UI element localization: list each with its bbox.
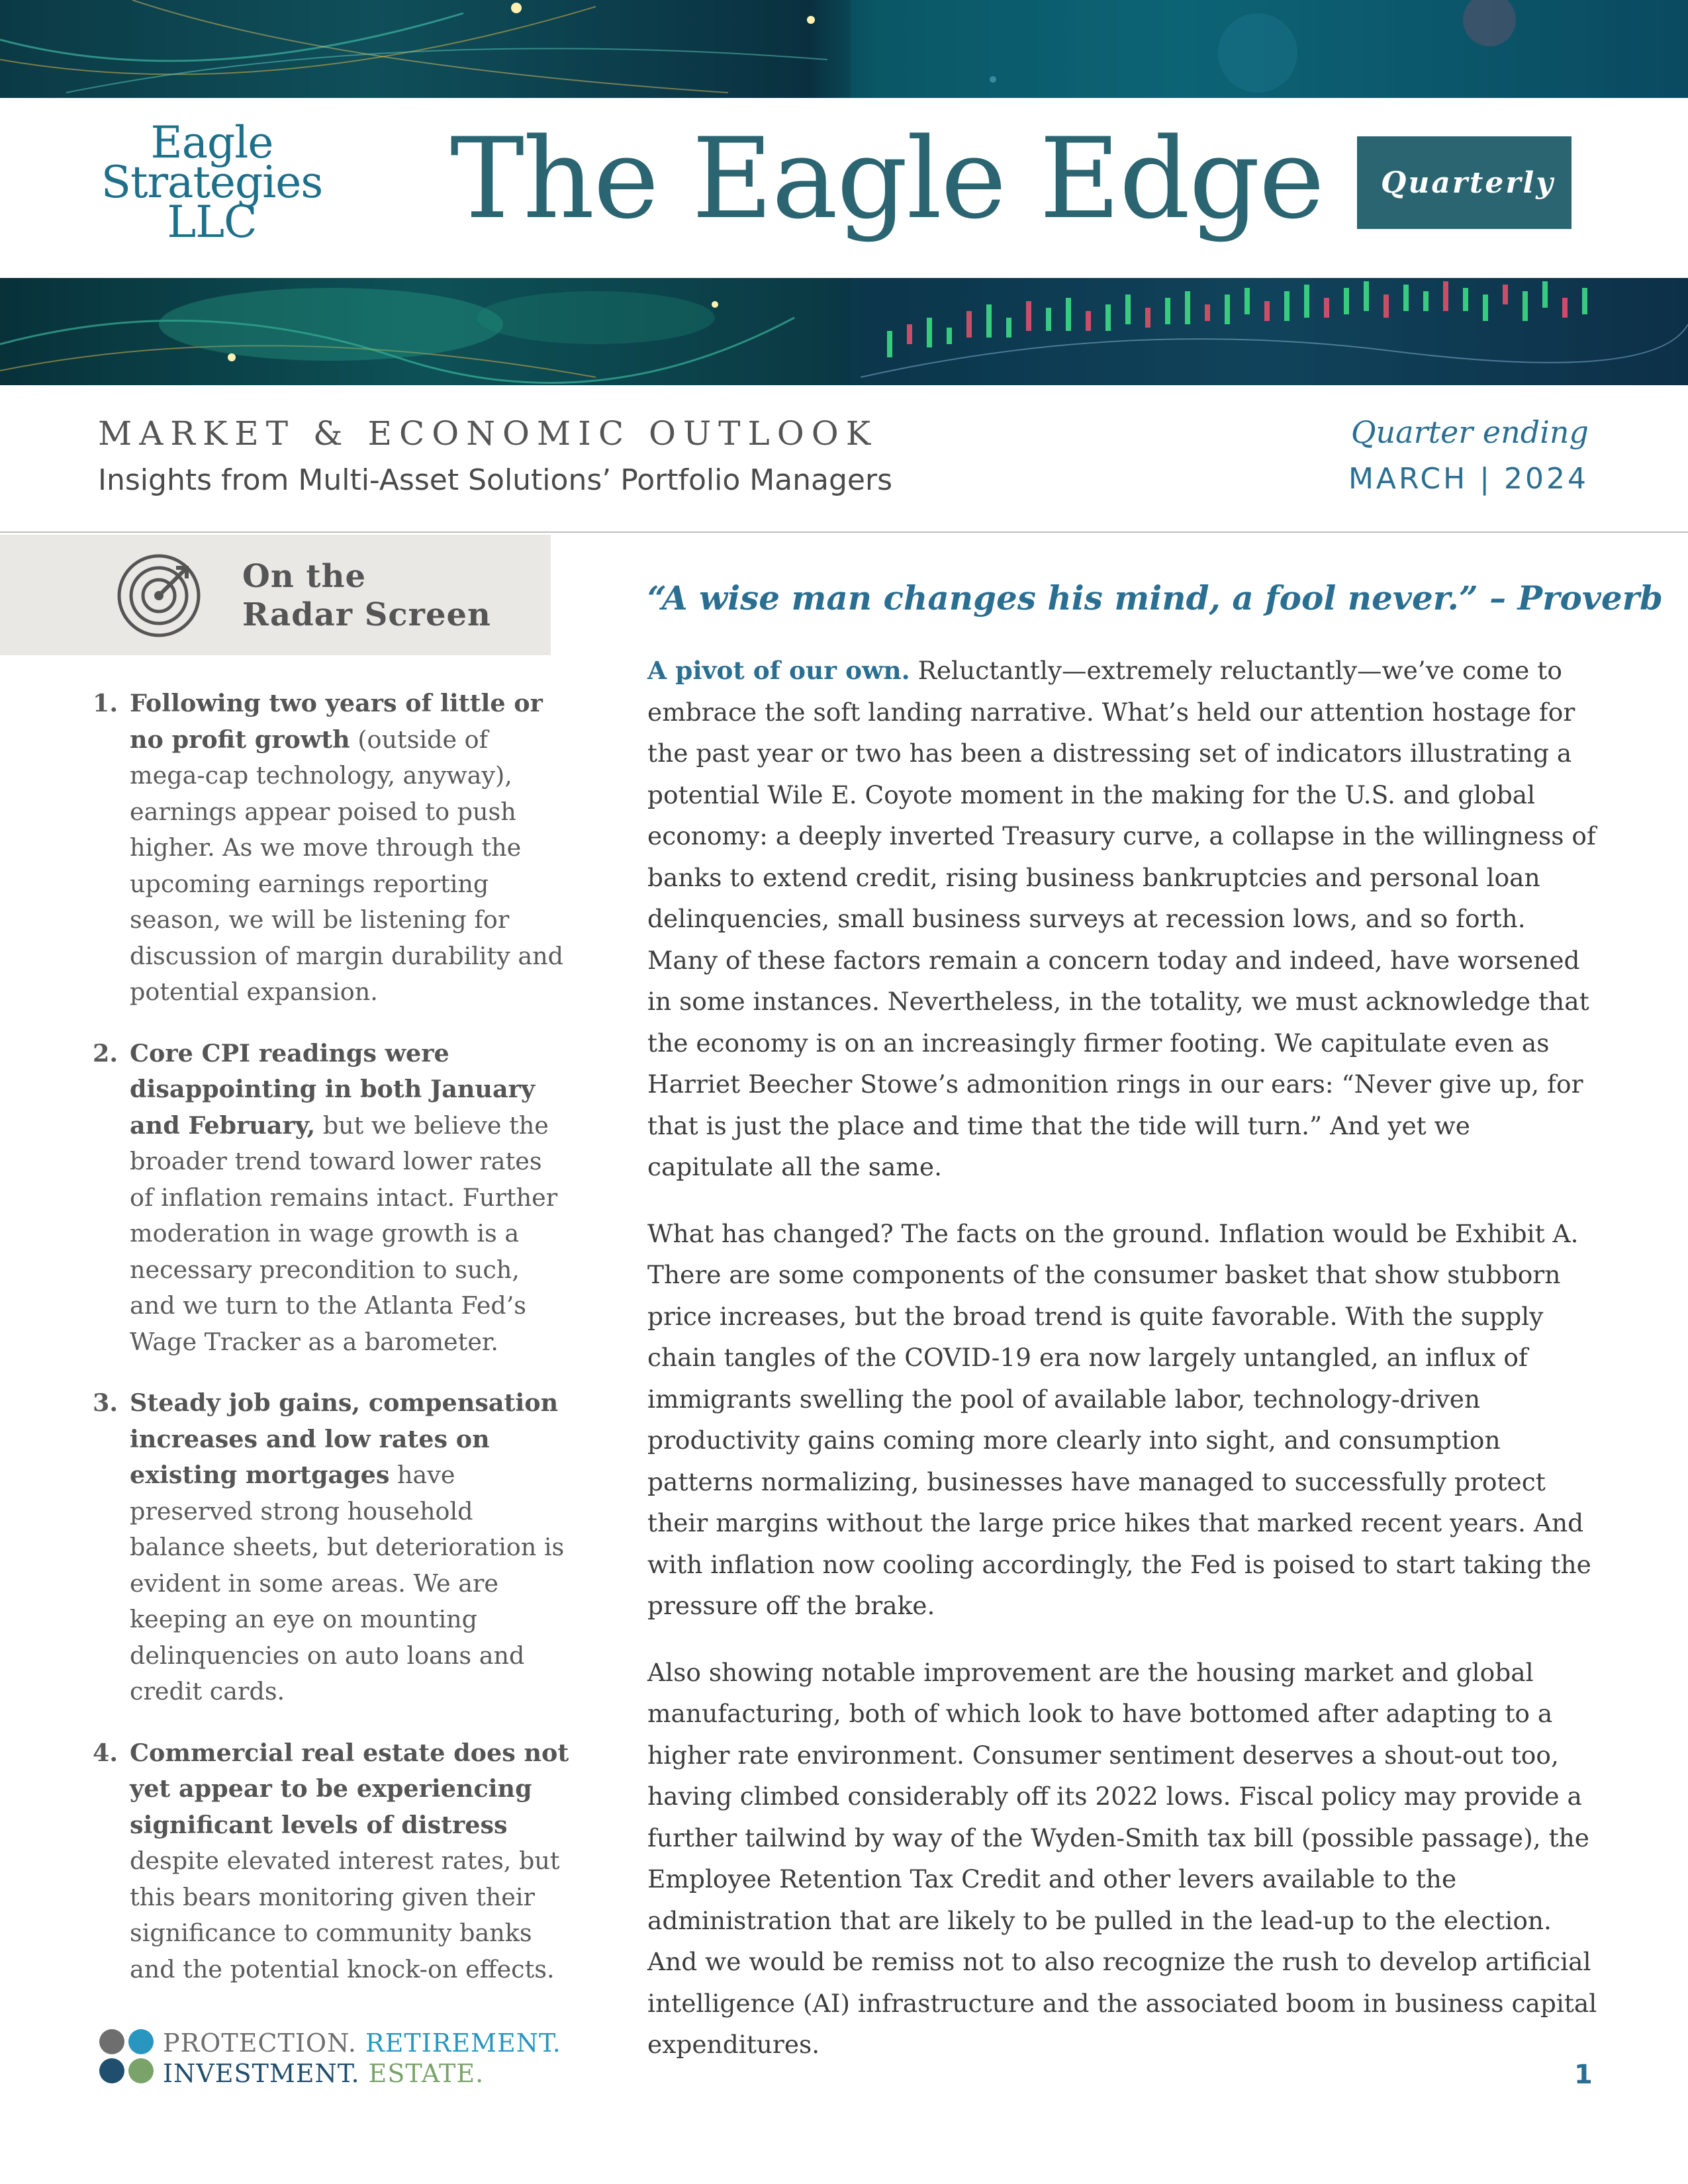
paragraph-1-text: Reluctantly—extremely reluctantly—we’ve come to embrace the soft landing narrative. What’s held our attention hostage for the past year or two has been a distressing set of indicators illustrating a potential Wile E. Coyote moment in the making for the U.S. and global economy: a deeply inverted Treasury curve, a collapse in the willingness of banks to extend credit, rising business bankruptcies and personal loan delinquencies, small business surveys at recession lows, and so forth. Many of these factors remain a concern today and indeed, have worsened in some instances. Nevertheless, in the totality, we must acknowledge that the economy is on an increasingly firmer footing. We capitulate even as Harriet Beecher Stowe’s admonition rings in our ears: “Never give up, for that is just the place and time that the tide will turn.” And yet we capitulate all the same. <box>647 656 1596 1181</box>
quarter-label: Quarter ending <box>1350 414 1589 450</box>
item-number: 4. <box>93 1738 118 1767</box>
logo-line-3: LLC <box>167 197 257 248</box>
item-text: have preserved strong household balance sheets, but deterioration is evident in some areas. We are keeping an eye on mounting delinquencies on auto loans and credit cards. <box>130 1461 565 1706</box>
tag-retirement: RETIREMENT. <box>365 2028 561 2058</box>
divider <box>0 531 1688 533</box>
radar-title-line-1: On the <box>242 558 367 595</box>
banner-image-top <box>0 0 1688 98</box>
radar-item <box>93 1735 569 1988</box>
paragraph-1 <box>647 650 1601 1188</box>
radar-item <box>93 686 569 1011</box>
publication-title: The Eagle Edge <box>450 114 1324 244</box>
footer-tagline <box>163 2028 561 2089</box>
lead-in: A pivot of our own. <box>647 656 910 685</box>
radar-list <box>93 686 569 2013</box>
item-heading: Commercial real estate does not yet appear to be experiencing significant levels of distress <box>130 1738 569 1839</box>
section-subheading: Insights from Multi-Asset Solutions’ Portfolio Managers <box>98 463 893 497</box>
tag-estate: ESTATE. <box>368 2059 485 2088</box>
quarterly-badge: Quarterly <box>1357 136 1571 229</box>
item-text: (outside of mega-cap technology, anyway), earnings appear poised to push higher. As we move through the upcoming earnings reporting season, we will be listening for discussion of margin durability and potential expansion. <box>130 725 563 1006</box>
logo-line-2: Strategies <box>101 157 323 208</box>
paragraph-3: Also showing notable improvement are the housing market and global manufacturing, both of which look to have bottomed after adapting to a higher rate environment. Consumer sentiment deserves a shout-out too, having climbed considerably off its 2022 lows. Fiscal policy may provide a further tailwind by way of the Wyden-Smith tax bill (possible passage), the Employee Retention Tax Credit and other levers available to the administration that are likely to be pulled in the lead-up to the election. And we would be remiss not to also recognize the rush to develop artificial intelligence (AI) infrastructure and the associated boom in business capital expenditures. <box>647 1657 1597 2059</box>
dot-gray-icon <box>99 2029 124 2054</box>
footer-logo-dots <box>99 2029 156 2086</box>
item-heading: Core CPI readings were disappointing in both January and February, <box>130 1038 536 1140</box>
company-logo <box>93 117 331 248</box>
dot-green-icon <box>128 2058 154 2083</box>
article-body <box>647 650 1601 2091</box>
banner-image-bottom <box>0 278 1688 385</box>
logo-line-1: Eagle <box>150 117 273 168</box>
quarter-date: MARCH | 2024 <box>1348 462 1589 496</box>
radar-title-line-2: Radar Screen <box>242 596 491 633</box>
radar-item <box>93 1385 569 1710</box>
radar-item <box>93 1036 569 1361</box>
item-heading: Steady job gains, compensation increases and low rates on existing mortgages <box>130 1388 559 1489</box>
tag-protection: PROTECTION. <box>163 2028 357 2058</box>
item-text: but we believe the broader trend toward lower rates of inflation remains intact. Further moderation in wage growth is a necessary precondition to such, and we turn to the Atlanta Fed’s Wage Tracker as a barometer. <box>130 1111 558 1356</box>
paragraph-2: What has changed? The facts on the ground. Inflation would be Exhibit A. There are some components of the consumer basket that show stubborn price increases, but the broad trend is quite favorable. With the supply chain tangles of the COVID-19 era now largely untangled, an influx of immigrants swelling the pool of available labor, technology-driven productivity gains coming more clearly into sight, and consumption patterns normalizing, businesses have managed to successfully protect their margins without the large price hikes that marked recent years. And with inflation now cooling accordingly, the Fed is poised to start taking the pressure off the brake. <box>647 1218 1591 1620</box>
radar-target-icon <box>114 551 204 641</box>
radar-title <box>242 557 491 634</box>
pull-quote: “A wise man changes his mind, a fool never.” – Proverb <box>647 578 1663 617</box>
item-number: 2. <box>93 1038 118 1068</box>
page-number: 1 <box>1574 2060 1593 2090</box>
tag-investment: INVESTMENT. <box>163 2059 360 2088</box>
section-heading: MARKET & ECONOMIC OUTLOOK <box>98 414 878 453</box>
dot-navy-icon <box>99 2058 124 2083</box>
dot-blue-icon <box>128 2029 154 2054</box>
item-number: 1. <box>93 689 118 717</box>
item-number: 3. <box>93 1388 118 1417</box>
item-text: despite elevated interest rates, but this bears monitoring given their significance to community banks and the potential knock-on effects. <box>130 1846 560 1983</box>
item-heading: Following two years of little or no profit growth <box>130 689 543 754</box>
